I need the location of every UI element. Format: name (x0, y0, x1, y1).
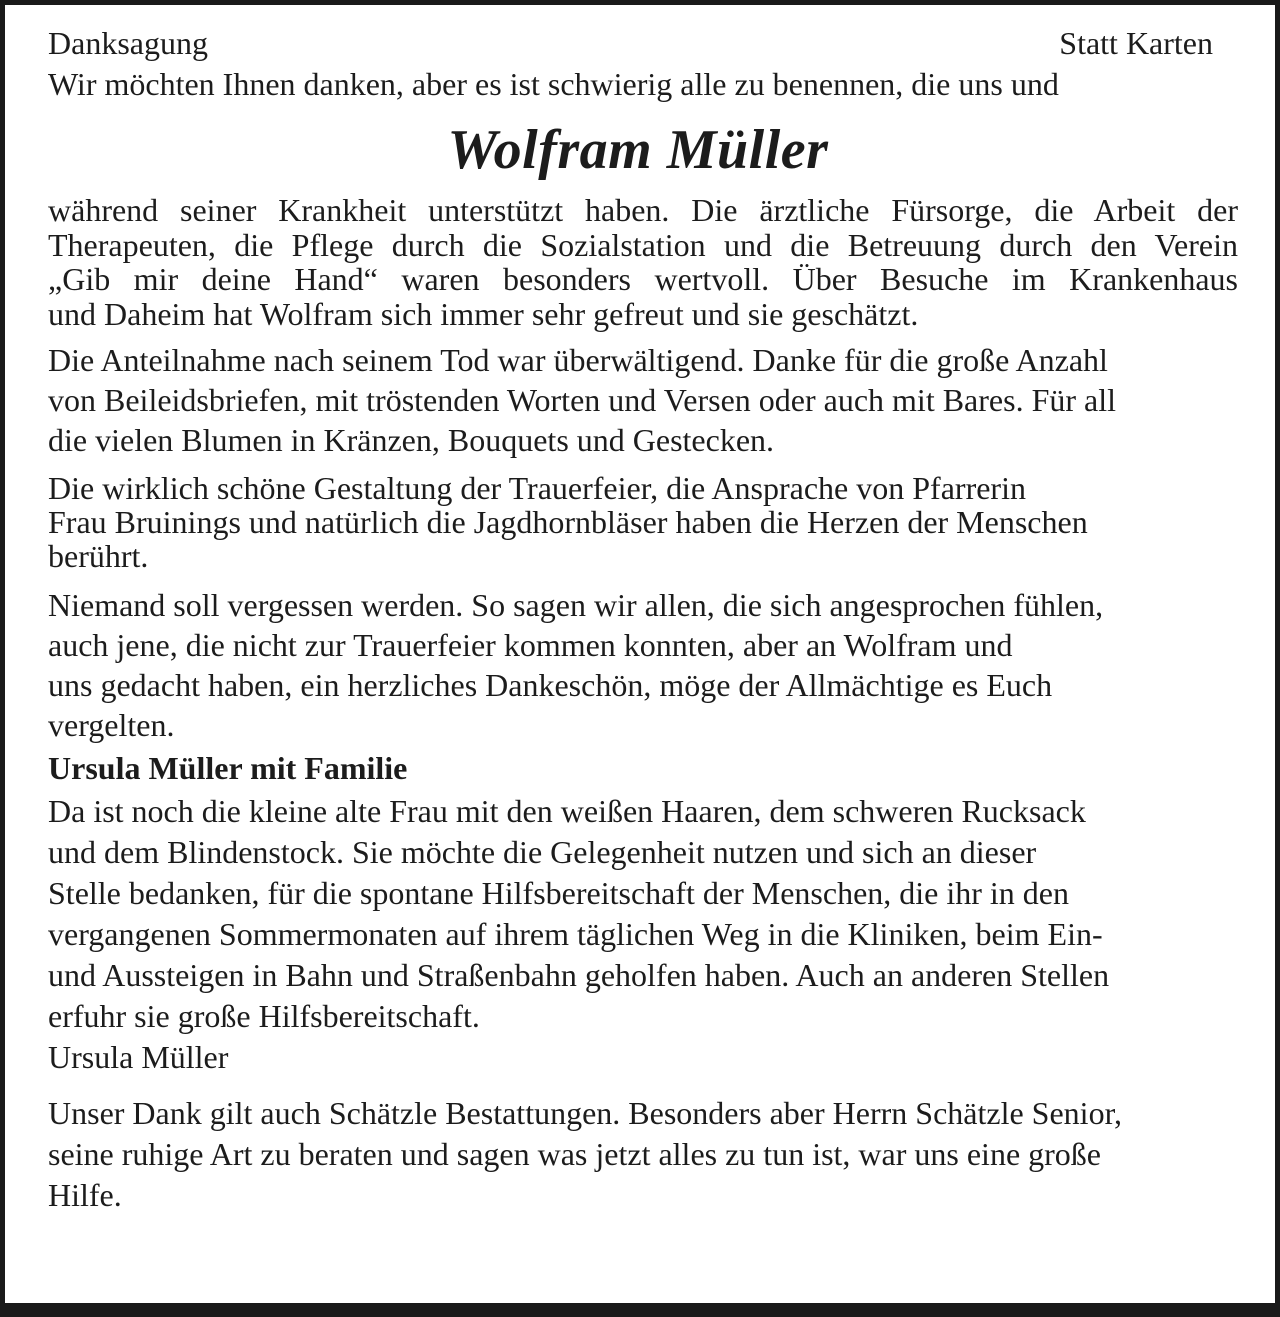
paragraph-line: erfuhr sie große Hilfsbereitschaft. (48, 998, 480, 1034)
header-left-label: Danksagung (48, 25, 208, 61)
paragraph-line: und Aussteigen in Bahn und Straßenbahn geholfen haben. Auch an anderen Stellen (48, 957, 1110, 993)
paragraph-care (48, 193, 1238, 331)
paragraph-line: von Beileidsbriefen, mit tröstenden Worten und Versen oder auch mit Bares. Für all (48, 382, 1116, 418)
paragraph-funeral-home (48, 1093, 1238, 1216)
header-right-label: Statt Karten (1059, 25, 1213, 61)
paragraph-line: die vielen Blumen in Kränzen, Bouquets und Gestecken. (48, 422, 775, 458)
paragraph-line: Unser Dank gilt auch Schätzle Bestattungen. Besonders aber Herrn Schätzle Senior, (48, 1095, 1122, 1131)
signature-family: Ursula Müller mit Familie (48, 750, 408, 786)
notice-header (48, 25, 1238, 61)
paragraph-line: und dem Blindenstock. Sie möchte die Gelegenheit nutzen und sich an dieser (48, 834, 1037, 870)
paragraph-line: Niemand soll vergessen werden. So sagen wir allen, die sich angesprochen fühlen, (48, 587, 1104, 623)
paragraph-line: Da ist noch die kleine alte Frau mit den weißen Haaren, dem schweren Rucksack (48, 793, 1086, 829)
paragraph-line: und Daheim hat Wolfram sich immer sehr gefreut und sie geschätzt. (48, 295, 919, 332)
paragraph-line: Frau Bruinings und natürlich die Jagdhornbläser haben die Herzen der Menschen (48, 504, 1088, 540)
paragraph-old-woman (48, 791, 1238, 1037)
paragraph-line: Hilfe. (48, 1177, 122, 1213)
paragraph-thanks-all (48, 585, 1238, 745)
notice-content (48, 25, 1238, 1216)
paragraph-line: „Gib mir deine Hand“ waren besonders wertvoll. Über Besuche im Krankenhaus (48, 261, 1238, 297)
paragraph-line: während seiner Krankheit unterstützt haben. Die ärztliche Fürsorge, die Arbeit der (48, 192, 1238, 228)
paragraph-line: Therapeuten, die Pflege durch die Sozialstation und die Betreuung durch den Verein (48, 226, 1238, 263)
paragraph-ceremony (48, 471, 1238, 573)
paragraph-line: Die Anteilnahme nach seinem Tod war überwältigend. Danke für die große Anzahl (48, 342, 1108, 378)
paragraph-line: seine ruhige Art zu beraten und sagen was jetzt alles zu tun ist, war uns eine große (48, 1136, 1101, 1172)
paragraph-line: vergangenen Sommermonaten auf ihrem täglichen Weg in die Kliniken, beim Ein- (48, 916, 1103, 952)
intro-line: Wir möchten Ihnen danken, aber es ist schwierig alle zu benennen, die uns und (48, 66, 1059, 102)
paragraph-line: uns gedacht haben, ein herzliches Dankeschön, möge der Allmächtige es Euch (48, 667, 1053, 703)
paragraph-line: auch jene, die nicht zur Trauerfeier kommen konnten, aber an Wolfram und (48, 627, 1013, 663)
paragraph-line: Die wirklich schöne Gestaltung der Trauerfeier, die Ansprache von Pfarrerin (48, 470, 1026, 506)
paragraph-line: berührt. (48, 538, 149, 574)
paragraph-condolences (48, 340, 1238, 460)
paragraph-line: Stelle bedanken, für die spontane Hilfsbereitschaft der Menschen, die ihr in den (48, 875, 1069, 911)
deceased-name-title: Wolfram Müller (447, 119, 829, 181)
signature-ursula: Ursula Müller (48, 1039, 229, 1075)
paragraph-line: vergelten. (48, 707, 175, 743)
